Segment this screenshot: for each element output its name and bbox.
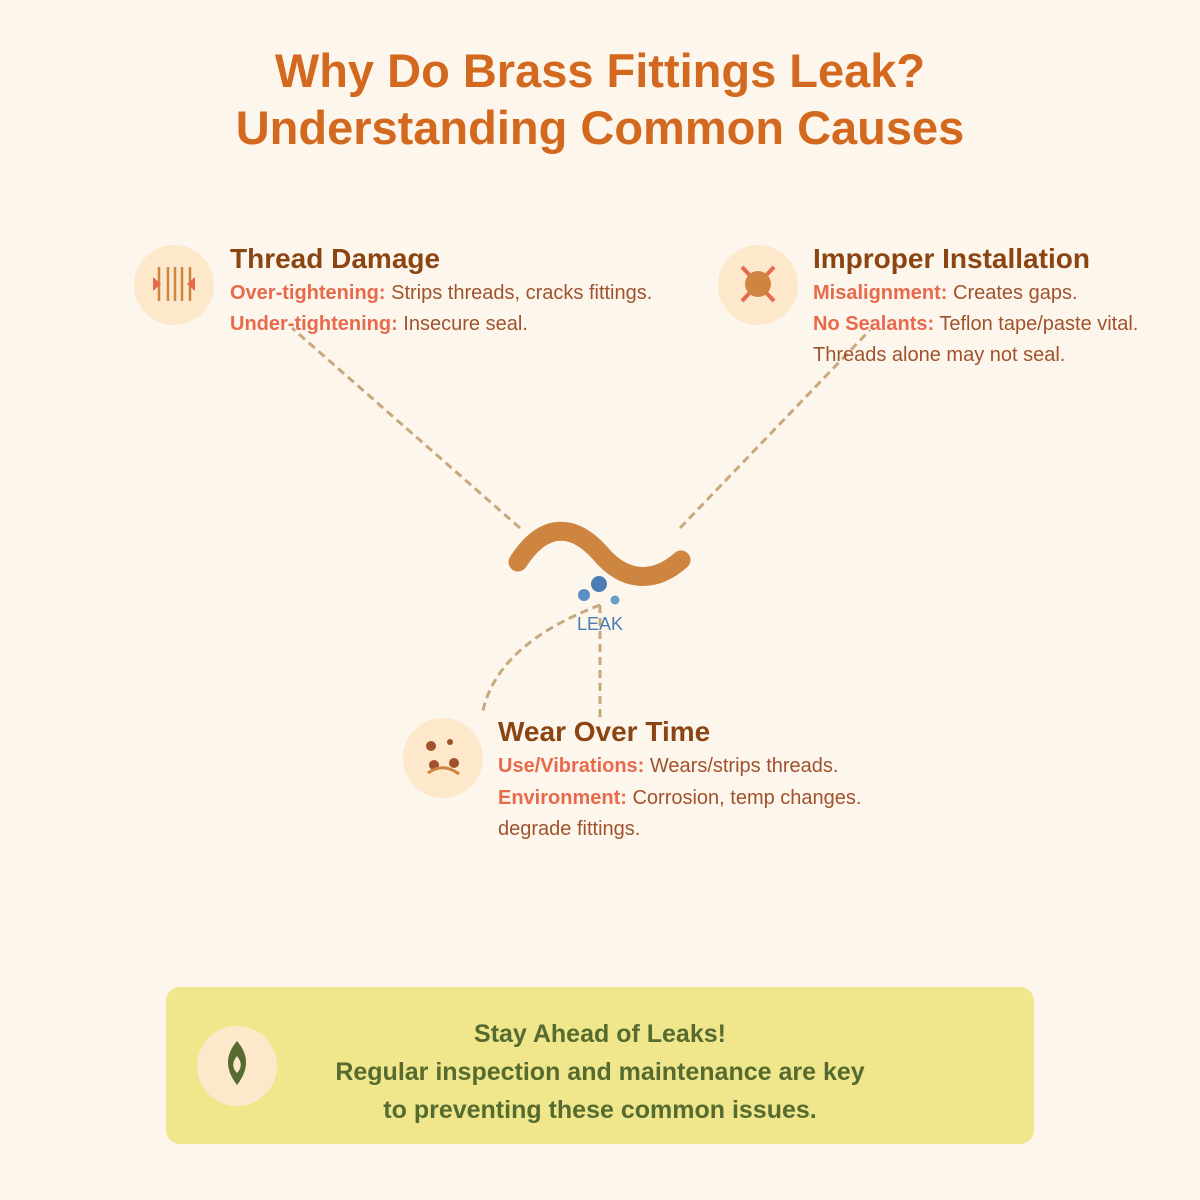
connector-thread-damage xyxy=(292,328,520,528)
thread-damage-icon xyxy=(134,245,214,325)
cause-detail: Threads alone may not seal. xyxy=(813,344,1066,366)
cause-title: Wear Over Time xyxy=(498,716,711,747)
cause-detail: Use/Vibrations: Wears/strips threads. xyxy=(498,755,839,777)
tip-body-line-1: Regular inspection and maintenance are key xyxy=(335,1058,865,1086)
tip-heading: Stay Ahead of Leaks! xyxy=(474,1020,726,1048)
cause-title: Improper Installation xyxy=(813,243,1090,274)
water-drop-small xyxy=(611,596,620,605)
cause-detail: Environment: Corrosion, temp changes. xyxy=(498,787,862,809)
water-drop-large xyxy=(591,576,607,592)
tip-body-line-2: to preventing these common issues. xyxy=(383,1096,817,1124)
cause-title: Thread Damage xyxy=(230,243,441,274)
leaking-pipe-icon xyxy=(500,515,700,615)
tip-box xyxy=(166,987,1034,1144)
cause-detail: Over-tightening: Strips threads, cracks fittings. xyxy=(230,282,653,304)
title-line-1: Why Do Brass Fittings Leak? xyxy=(274,44,926,97)
water-drop-medium xyxy=(578,589,590,601)
cause-detail: Under-tightening: Insecure seal. xyxy=(230,313,528,335)
worn-fitting-icon xyxy=(403,718,483,798)
cause-detail: No Sealants: Teflon tape/paste vital. xyxy=(813,313,1139,335)
tip-text xyxy=(286,1015,914,1129)
misalignment-icon xyxy=(718,245,798,325)
cause-detail: Misalignment: Creates gaps. xyxy=(813,282,1078,304)
leaf-icon xyxy=(197,1026,277,1106)
title-line-2: Understanding Common Causes xyxy=(235,101,965,154)
leak-label: LEAK xyxy=(576,614,624,634)
cause-detail: degrade fittings. xyxy=(498,818,641,840)
